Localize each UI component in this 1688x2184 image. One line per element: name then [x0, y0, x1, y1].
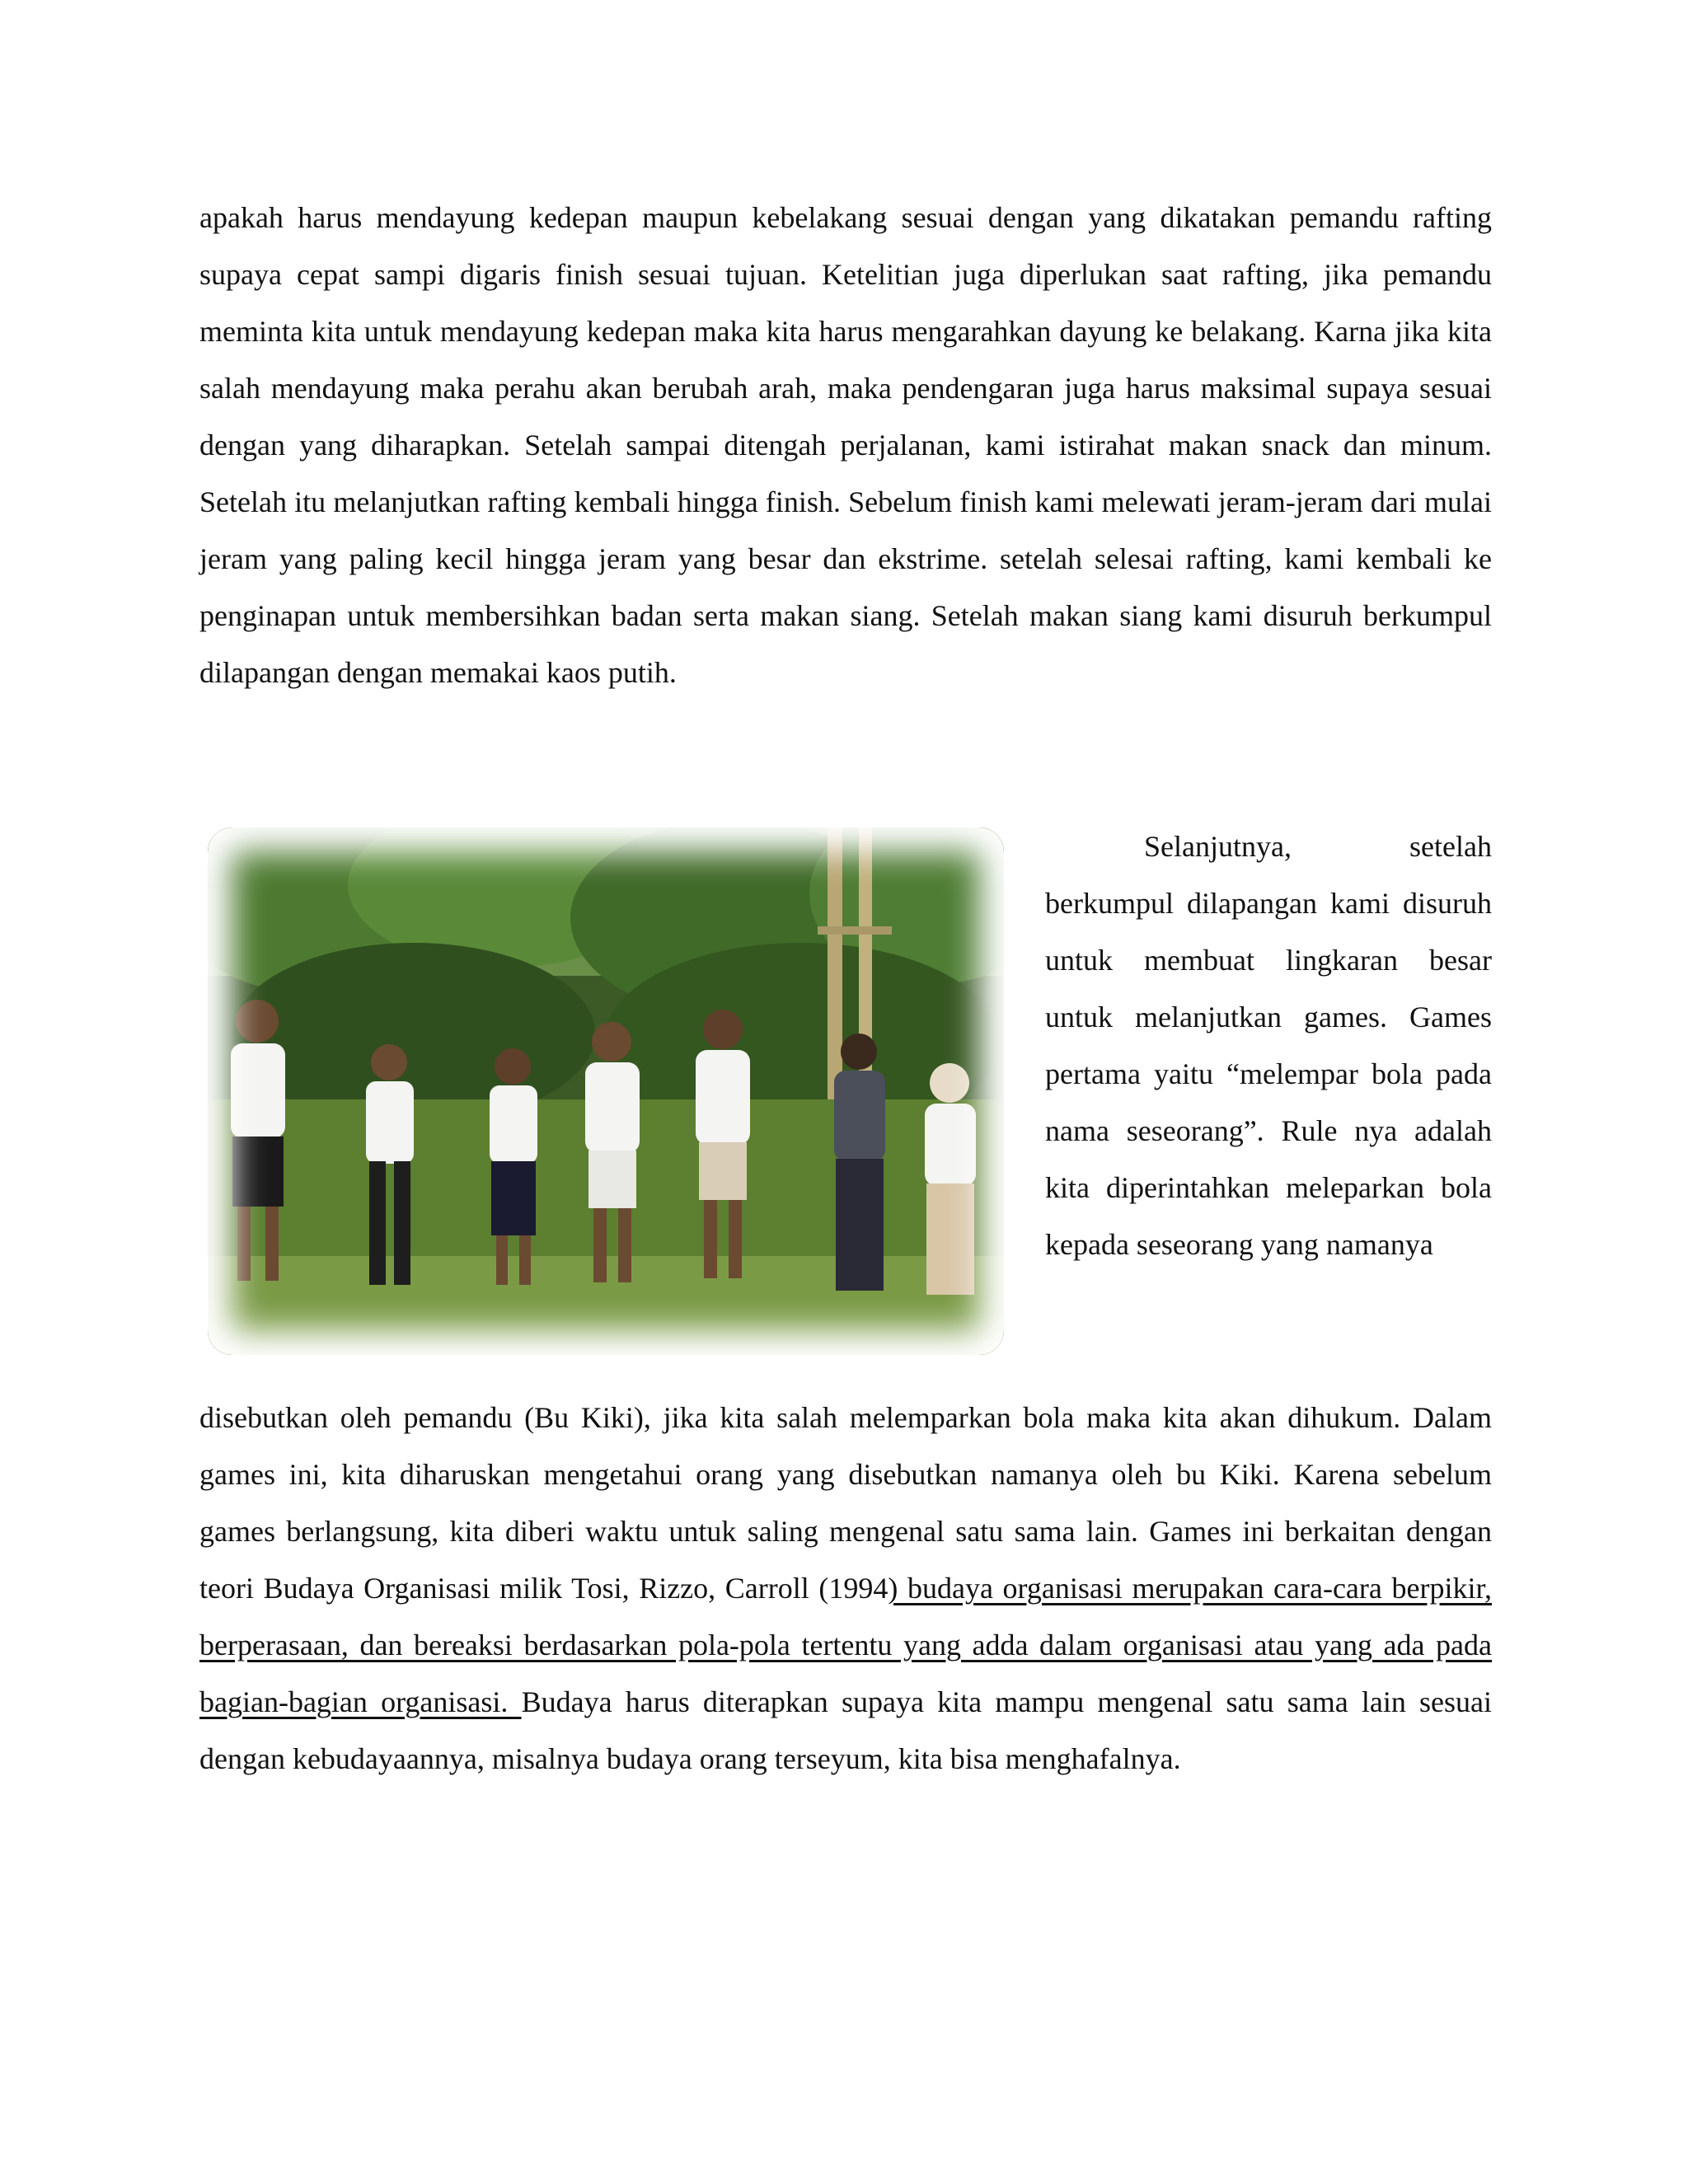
- group-photo: [208, 827, 1004, 1355]
- group-photo-illustration: [208, 827, 1004, 1355]
- paragraph-games-continued: [199, 1390, 1492, 1788]
- paragraph-games-side: [1045, 818, 1492, 1273]
- paragraph-rafting: apakah harus mendayung kedepan maupun kebelakang sesuai dengan yang dikatakan pemandu rafting supaya cepat sampi digaris finish sesuai tujuan. Ketelitian juga diperlukan saat rafting, jika pemandu meminta kita untuk mendayung kedepan maka kita harus mengarahkan dayung ke belakang. Karna jika kita salah mendayung maka perahu akan berubah arah, maka pendengaran juga harus maksimal supaya sesuai dengan yang diharapkan. Setelah sampai ditengah perjalanan, kami istirahat makan snack dan minum. Setelah itu melanjutkan rafting kembali hingga finish. Sebelum finish kami melewati jeram-jeram dari mulai jeram yang paling kecil hingga jeram yang besar dan ekstrime. setelah selesai rafting, kami kembali ke penginapan untuk membersihkan badan serta makan siang. Setelah makan siang kami disuruh berkumpul dilapangan dengan memakai kaos putih.: [199, 201, 1492, 689]
- paragraph-games-side-text: Selanjutnya, setelah berkumpul dilapangan kami disuruh untuk membuat lingkaran besar untuk melanjutkan games. Games pertama yaitu “melempar bola pada nama seseorang”. Rule nya adalah kita diperintahkan meleparkan bola kepada seseorang yang namanya: [1045, 830, 1492, 1261]
- underlined-theory-quote: ) budaya organisasi merupakan cara-cara berpikir, berperasaan, dan bereaksi berdasarkan pola-pola tertentu yang adda dalam organisasi atau yang ada pada bagian-bagian organisasi.: [199, 1572, 1493, 1718]
- paragraph-games-after: Budaya harus diterapkan supaya kita mampu mengenal satu sama lain sesuai dengan kebudayaannya, misalnya budaya orang terseyum, kita bisa menghafalnya.: [199, 1685, 1492, 1775]
- paragraph-games-before: disebutkan oleh pemandu (Bu Kiki), jika kita salah melemparkan bola maka kita akan dihukum. Dalam games ini, kita diharuskan mengetahui orang yang disebutkan namanya oleh bu Kiki. Karena sebelum games berlangsung, kita diberi waktu untuk saling mengenal satu sama lain. Games ini berkaitan dengan teori Budaya Organisasi milik Tosi, Rizzo, Carroll (1994: [199, 1401, 1492, 1605]
- person-6: [834, 1033, 885, 1291]
